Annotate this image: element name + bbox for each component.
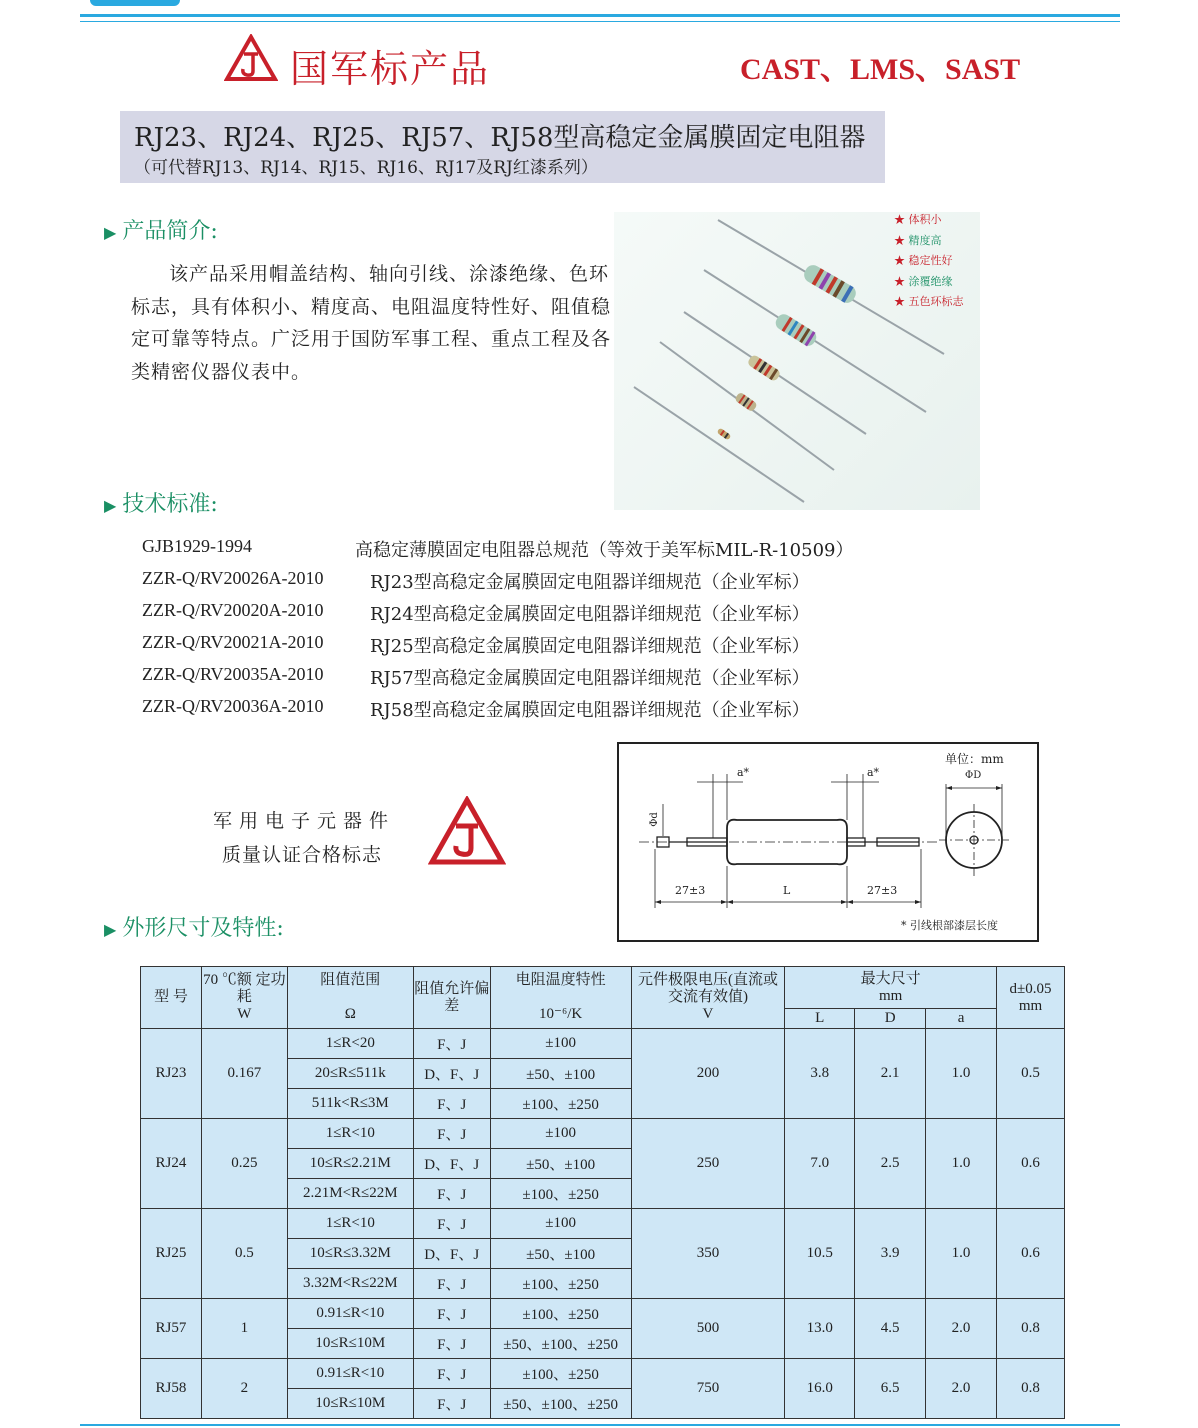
header-power: 70 ℃额 定功 耗 W (201, 967, 287, 1029)
cell-voltage: 500 (631, 1299, 785, 1359)
cell-range: 10≤R≤10M (287, 1329, 413, 1359)
cell-tolerance: F、J (413, 1179, 490, 1209)
cell-voltage: 200 (631, 1029, 785, 1119)
cell-D: 3.9 (855, 1209, 926, 1299)
cell-a: 2.0 (926, 1359, 997, 1419)
phid-label: Φd (648, 812, 660, 827)
feature-item: ★ 体积小 (894, 213, 942, 226)
header-voltage: 元件极限电压(直流或交流有效值) V (631, 967, 785, 1029)
top-rule-thin (80, 21, 1120, 22)
header-tcr: 电阻温度特性 10⁻⁶/K (490, 967, 631, 1029)
certification-text: CAST、LMS、SAST (740, 53, 1021, 86)
cell-tcr: ±50、±100、±250 (490, 1389, 631, 1419)
cell-range: 511k<R≤3M (287, 1089, 413, 1119)
cell-tolerance: F、J (413, 1089, 490, 1119)
unit-label: 单位：mm (945, 752, 1004, 766)
cell-L: 13.0 (785, 1299, 855, 1359)
diagram-note: * 引线根部漆层长度 (901, 919, 998, 932)
star-icon: ★ (894, 295, 905, 308)
standard-code: ZZR-Q/RV20036A-2010 (142, 696, 324, 716)
header-tolerance: 阻值允许偏差 (413, 967, 490, 1029)
cell-range: 10≤R≤3.32M (287, 1239, 413, 1269)
cell-range: 1≤R<20 (287, 1029, 413, 1059)
cell-tolerance: F、J (413, 1359, 490, 1389)
cell-tcr: ±50、±100 (490, 1239, 631, 1269)
cell-range: 0.91≤R<10 (287, 1299, 413, 1329)
header-L: L (785, 1009, 855, 1029)
cell-tcr: ±100、±250 (490, 1179, 631, 1209)
a-star-left-label: a* (737, 766, 750, 779)
cell-tcr: ±100、±250 (490, 1089, 631, 1119)
feature-list (894, 210, 964, 313)
cell-tcr: ±100、±250 (490, 1269, 631, 1299)
lead-length-right-label: 27±3 (867, 884, 898, 897)
star-icon: ★ (894, 274, 905, 288)
standard-code: ZZR-Q/RV20020A-2010 (142, 600, 324, 620)
standard-desc: 高稳定薄膜固定电阻器总规范（等效于美军标MIL-R-10509） (355, 540, 854, 561)
cell-voltage: 250 (631, 1119, 785, 1209)
table-row (141, 1299, 1065, 1329)
cell-range: 20≤R≤511k (287, 1059, 413, 1089)
cell-D: 2.1 (855, 1029, 926, 1119)
cell-d: 0.6 (997, 1119, 1065, 1209)
standard-desc: RJ23型高稳定金属膜固定电阻器详细规范（企业军标） (370, 572, 810, 593)
cell-model: RJ57 (141, 1299, 202, 1359)
lead-length-left-label: 27±3 (675, 884, 706, 897)
standard-code: ZZR-Q/RV20026A-2010 (142, 568, 324, 588)
cell-tolerance: F、J (413, 1389, 490, 1419)
cell-tcr: ±100 (490, 1029, 631, 1059)
cell-tolerance: F、J (413, 1299, 490, 1329)
cell-range: 2.21M<R≤22M (287, 1179, 413, 1209)
cell-power: 0.5 (201, 1209, 287, 1299)
header-a: a (926, 1009, 997, 1029)
cell-power: 2 (201, 1359, 287, 1419)
cell-range: 3.32M<R≤22M (287, 1269, 413, 1299)
cell-model: RJ23 (141, 1029, 202, 1119)
header-d: d±0.05 mm (997, 967, 1065, 1029)
triangle-bullet-icon: ▶ (104, 223, 117, 242)
phiD-label: ΦD (965, 770, 982, 781)
cell-voltage: 350 (631, 1209, 785, 1299)
header-max-dim: 最大尺寸 mm (785, 967, 997, 1009)
star-icon: ★ (894, 213, 905, 226)
star-icon: ★ (894, 254, 905, 267)
cell-tolerance: F、J (413, 1029, 490, 1059)
cell-range: 1≤R<10 (287, 1119, 413, 1149)
cell-tcr: ±100、±250 (490, 1299, 631, 1329)
standard-code: ZZR-Q/RV20021A-2010 (142, 632, 324, 652)
standard-desc: RJ25型高稳定金属膜固定电阻器详细规范（企业军标） (370, 636, 810, 657)
cell-L: 3.8 (785, 1029, 855, 1119)
table-row (141, 1209, 1065, 1239)
intro-text: 该产品采用帽盖结构、轴向引线、涂漆绝缘、色环标志，具有体积小、精度高、电阻温度特性好、阻值稳定可靠等特点。广泛用于国防军事工程、重点工程及各类精密仪器仪表中。 (131, 263, 612, 383)
header-range: 阻值范围 Ω (287, 967, 413, 1029)
dimension-diagram (617, 742, 1039, 942)
cell-d: 0.5 (997, 1029, 1065, 1119)
cell-range: 10≤R≤10M (287, 1389, 413, 1419)
feature-item: ★ 精度高 (894, 233, 942, 247)
cell-power: 0.167 (201, 1029, 287, 1119)
feature-item: ★ 五色环标志 (894, 295, 964, 308)
top-rule (80, 14, 1120, 17)
military-mark-line2: 质量认证合格标志 (222, 844, 383, 866)
cell-L: 16.0 (785, 1359, 855, 1419)
badge-title: 国军标产品 (290, 47, 491, 91)
cell-a: 1.0 (926, 1029, 997, 1119)
standard-code: ZZR-Q/RV20035A-2010 (142, 664, 324, 684)
table-row (141, 1359, 1065, 1389)
cell-tolerance: D、F、J (413, 1059, 490, 1089)
cell-model: RJ24 (141, 1119, 202, 1209)
cell-tolerance: F、J (413, 1269, 490, 1299)
standard-code: GJB1929-1994 (142, 536, 253, 556)
cell-tolerance: F、J (413, 1119, 490, 1149)
product-title: RJ23、RJ24、RJ25、RJ57、RJ58型高稳定金属膜固定电阻器 (134, 123, 866, 153)
table-row (141, 1029, 1065, 1059)
standard-desc: RJ24型高稳定金属膜固定电阻器详细规范（企业军标） (370, 604, 810, 625)
standard-desc: RJ57型高稳定金属膜固定电阻器详细规范（企业军标） (370, 668, 810, 689)
body-length-label: L (783, 884, 791, 897)
cell-D: 6.5 (855, 1359, 926, 1419)
cell-range: 10≤R≤2.21M (287, 1149, 413, 1179)
cell-d: 0.6 (997, 1209, 1065, 1299)
cell-d: 0.8 (997, 1299, 1065, 1359)
standards-heading: ▶ 技术标准: (104, 492, 218, 517)
a-star-right-label: a* (867, 766, 880, 779)
spec-table (140, 966, 1065, 1419)
cell-tcr: ±100 (490, 1209, 631, 1239)
cell-range: 0.91≤R<10 (287, 1359, 413, 1389)
bottom-rule (80, 1424, 1120, 1426)
triangle-bullet-icon: ▶ (104, 496, 117, 515)
product-subtitle: （可代替RJ13、RJ14、RJ15、RJ16、RJ17及RJ红漆系列） (134, 158, 598, 178)
cell-a: 2.0 (926, 1299, 997, 1359)
cell-L: 10.5 (785, 1209, 855, 1299)
cell-tcr: ±50、±100、±250 (490, 1329, 631, 1359)
cell-tolerance: F、J (413, 1209, 490, 1239)
intro-heading: ▶ 产品简介: (104, 219, 218, 244)
cell-D: 2.5 (855, 1119, 926, 1209)
cell-power: 1 (201, 1299, 287, 1359)
dims-heading: ▶ 外形尺寸及特性: (104, 916, 284, 941)
triangle-bullet-icon: ▶ (104, 920, 117, 939)
military-mark-line1: 军用电子元器件 (213, 810, 396, 832)
cell-tolerance: D、F、J (413, 1239, 490, 1269)
header-model: 型 号 (141, 967, 202, 1029)
cell-tcr: ±100 (490, 1119, 631, 1149)
cell-voltage: 750 (631, 1359, 785, 1419)
cell-tcr: ±100、±250 (490, 1359, 631, 1389)
standard-desc: RJ58型高稳定金属膜固定电阻器详细规范（企业军标） (370, 700, 810, 721)
star-icon: ★ (894, 233, 905, 247)
cell-L: 7.0 (785, 1119, 855, 1209)
feature-item: ★ 稳定性好 (894, 254, 953, 267)
cell-power: 0.25 (201, 1119, 287, 1209)
military-quality-mark-icon (428, 796, 506, 866)
cell-tolerance: F、J (413, 1329, 490, 1359)
feature-item: ★ 涂覆绝缘 (894, 274, 953, 288)
cell-D: 4.5 (855, 1299, 926, 1359)
top-blue-decoration (90, 0, 180, 6)
cell-tolerance: D、F、J (413, 1149, 490, 1179)
resistor-photo (614, 212, 980, 510)
header-D: D (855, 1009, 926, 1029)
military-triangle-logo (224, 34, 278, 82)
cell-model: RJ25 (141, 1209, 202, 1299)
cell-model: RJ58 (141, 1359, 202, 1419)
cell-a: 1.0 (926, 1119, 997, 1209)
cell-tcr: ±50、±100 (490, 1149, 631, 1179)
cell-range: 1≤R<10 (287, 1209, 413, 1239)
cell-tcr: ±50、±100 (490, 1059, 631, 1089)
cell-a: 1.0 (926, 1209, 997, 1299)
product-title-box (120, 111, 885, 183)
table-row (141, 1119, 1065, 1149)
cell-d: 0.8 (997, 1359, 1065, 1419)
